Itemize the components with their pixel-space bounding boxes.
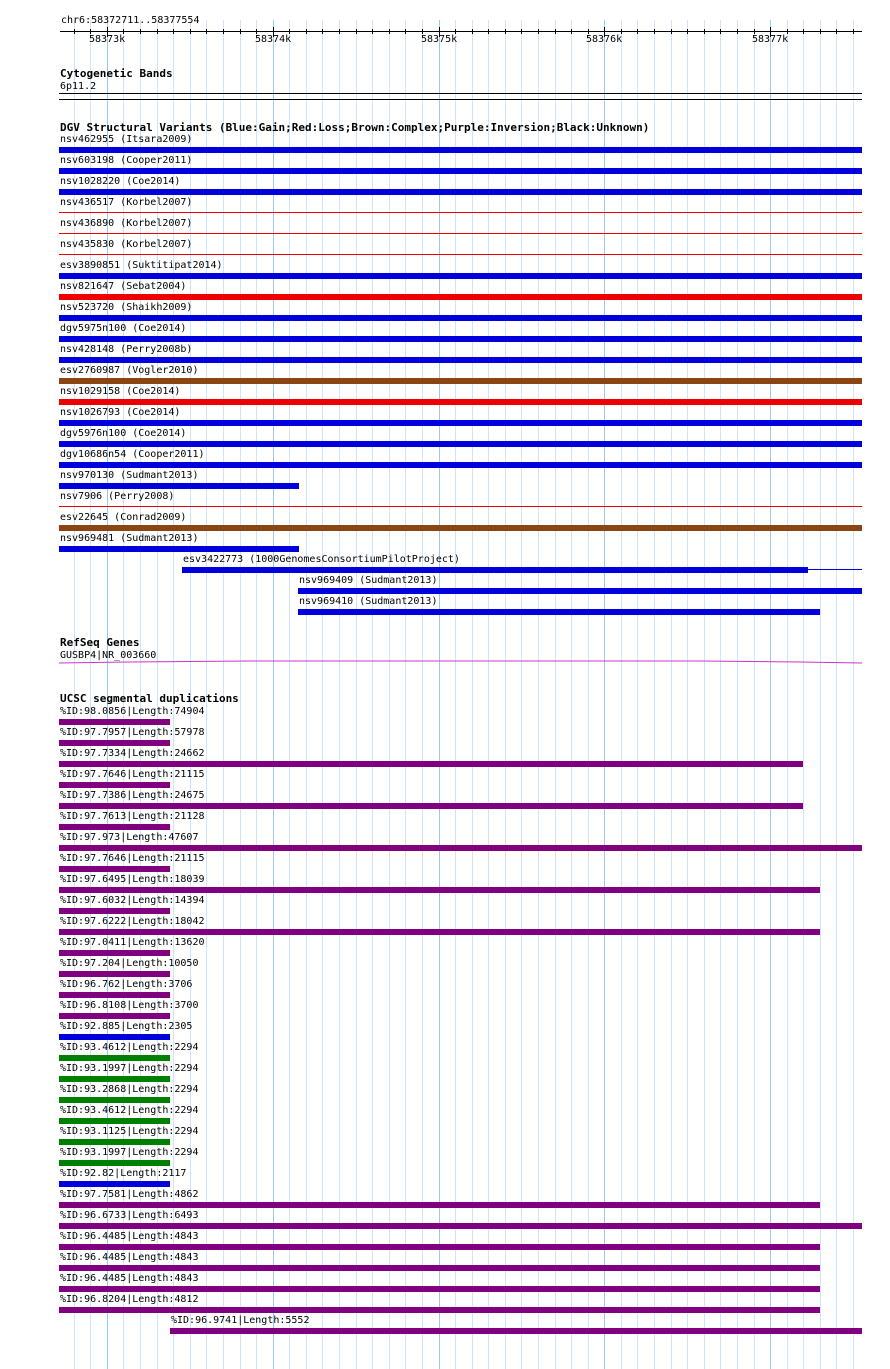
dgv-feature[interactable] <box>59 546 299 552</box>
segdup-item-label[interactable]: %ID:97.7334|Length:24662 <box>60 748 205 759</box>
segdup-feature[interactable] <box>59 908 170 914</box>
segdup-item-label[interactable]: %ID:97.7646|Length:21115 <box>60 769 205 780</box>
dgv-item-label[interactable]: nsv821647 (Sebat2004) <box>60 281 187 292</box>
segdup-feature[interactable] <box>59 1076 170 1082</box>
dgv-feature[interactable] <box>59 147 862 153</box>
cytoband-line-top <box>59 93 862 94</box>
dgv-feature[interactable] <box>59 378 862 384</box>
dgv-feature[interactable] <box>59 168 862 174</box>
segdup-feature[interactable] <box>59 1307 820 1313</box>
segdup-feature[interactable] <box>59 803 803 809</box>
segdup-feature[interactable] <box>59 1055 170 1061</box>
segdup-feature[interactable] <box>59 971 170 977</box>
segdup-feature[interactable] <box>59 1118 170 1124</box>
segdup-item-label[interactable]: %ID:96.762|Length:3706 <box>60 979 193 990</box>
dgv-feature[interactable] <box>59 254 862 255</box>
dgv-item-label[interactable]: nsv436890 (Korbel2007) <box>60 218 193 229</box>
dgv-feature[interactable] <box>182 567 808 573</box>
dgv-item-label[interactable]: dgv10686n54 (Cooper2011) <box>60 449 205 460</box>
segdup-feature[interactable] <box>59 1265 820 1271</box>
segdup-item-label[interactable]: %ID:97.6032|Length:14394 <box>60 895 205 906</box>
dgv-feature[interactable] <box>59 399 862 405</box>
dgv-item-label[interactable]: nsv1026793 (Coe2014) <box>60 407 181 418</box>
segdup-item-label[interactable]: %ID:97.0411|Length:13620 <box>60 937 205 948</box>
segdup-feature[interactable] <box>59 761 803 767</box>
dgv-item-label[interactable]: esv2760987 (Vogler2010) <box>60 365 199 376</box>
segdup-item-label[interactable]: %ID:97.7581|Length:4862 <box>60 1189 199 1200</box>
segdup-item-label[interactable]: %ID:96.8204|Length:4812 <box>60 1294 199 1305</box>
ruler-tick-label: 58374k <box>255 34 292 45</box>
segdup-item-label[interactable]: %ID:92.885|Length:2305 <box>60 1021 193 1032</box>
segdup-item-label[interactable]: %ID:93.1997|Length:2294 <box>60 1063 199 1074</box>
segdup-feature[interactable] <box>59 740 170 746</box>
dgv-item-label[interactable]: nsv462955 (Itsara2009) <box>60 134 193 145</box>
dgv-item-label[interactable]: esv3890851 (Suktitipat2014) <box>60 260 223 271</box>
segdup-feature[interactable] <box>59 845 862 851</box>
segdup-feature[interactable] <box>59 782 170 788</box>
segdup-item-label[interactable]: %ID:97.7646|Length:21115 <box>60 853 205 864</box>
cytoband-label[interactable]: 6p11.2 <box>60 81 97 92</box>
segdup-item-label[interactable]: %ID:96.4485|Length:4843 <box>60 1273 199 1284</box>
ruler-tick-label: 58373k <box>89 34 126 45</box>
dgv-item-label[interactable]: nsv969410 (Sudmant2013) <box>299 596 438 607</box>
dgv-item-label[interactable]: nsv428148 (Perry2008b) <box>60 344 193 355</box>
segdup-item-label[interactable]: %ID:98.0856|Length:74904 <box>60 706 205 717</box>
segdup-item-label[interactable]: %ID:93.4612|Length:2294 <box>60 1042 199 1053</box>
dgv-item-label[interactable]: nsv970130 (Sudmant2013) <box>60 470 199 481</box>
gene-feature[interactable] <box>0 655 890 671</box>
refseq-title: RefSeq Genes <box>60 636 140 649</box>
segdup-feature[interactable] <box>59 1013 170 1019</box>
dgv-item-label[interactable]: nsv435830 (Korbel2007) <box>60 239 193 250</box>
gene-label[interactable]: GUSBP4|NR_003660 <box>60 650 157 661</box>
segdup-feature[interactable] <box>59 992 170 998</box>
segdup-item-label[interactable]: %ID:96.6733|Length:6493 <box>60 1210 199 1221</box>
dgv-item-label[interactable]: nsv1028220 (Coe2014) <box>60 176 181 187</box>
segdup-feature[interactable] <box>59 1286 820 1292</box>
segdup-item-label[interactable]: %ID:93.1125|Length:2294 <box>60 1126 199 1137</box>
segdup-feature[interactable] <box>59 719 170 725</box>
dgv-feature[interactable] <box>59 315 862 321</box>
segdup-item-label[interactable]: %ID:93.4612|Length:2294 <box>60 1105 199 1116</box>
segdup-item-label[interactable]: %ID:97.6495|Length:18039 <box>60 874 205 885</box>
dgv-item-label[interactable]: nsv523720 (Shaikh2009) <box>60 302 193 313</box>
dgv-item-label[interactable]: nsv969481 (Sudmant2013) <box>60 533 199 544</box>
segdup-item-label[interactable]: %ID:97.7386|Length:24675 <box>60 790 205 801</box>
ruler-tick-label: 58376k <box>586 34 623 45</box>
segdup-feature[interactable] <box>59 1202 820 1208</box>
segdup-feature[interactable] <box>59 1244 820 1250</box>
segdup-feature[interactable] <box>59 887 820 893</box>
dgv-item-label[interactable]: dgv5976n100 (Coe2014) <box>60 428 187 439</box>
dgv-item-label[interactable]: nsv1029158 (Coe2014) <box>60 386 181 397</box>
dgv-feature[interactable] <box>59 294 862 300</box>
dgv-item-label[interactable]: nsv603198 (Cooper2011) <box>60 155 193 166</box>
segdup-item-label[interactable]: %ID:97.204|Length:10050 <box>60 958 199 969</box>
segdup-item-label[interactable]: %ID:96.8108|Length:3700 <box>60 1000 199 1011</box>
ruler-tick-label: 58377k <box>752 34 789 45</box>
position-label: chr6:58372711..58377554 <box>61 15 200 26</box>
segdup-item-label[interactable]: %ID:96.9741|Length:5552 <box>171 1315 310 1326</box>
segdup-feature[interactable] <box>59 929 820 935</box>
dgv-item-label[interactable]: nsv436517 (Korbel2007) <box>60 197 193 208</box>
dgv-item-label[interactable]: dgv5975n100 (Coe2014) <box>60 323 187 334</box>
dgv-item-label[interactable]: esv3422773 (1000GenomesConsortiumPilotProject) <box>183 554 460 565</box>
segdup-feature[interactable] <box>59 1097 170 1103</box>
segdup-item-label[interactable]: %ID:97.6222|Length:18042 <box>60 916 205 927</box>
segdup-feature[interactable] <box>170 1328 862 1334</box>
segdup-item-label[interactable]: %ID:97.973|Length:47607 <box>60 832 199 843</box>
dgv-feature[interactable] <box>59 506 862 507</box>
segdup-item-label[interactable]: %ID:96.4485|Length:4843 <box>60 1231 199 1242</box>
segdup-feature[interactable] <box>59 866 170 872</box>
segdup-item-label[interactable]: %ID:92.82|Length:2117 <box>60 1168 187 1179</box>
ruler-tick-label: 58375k <box>421 34 458 45</box>
segdup-item-label[interactable]: %ID:97.7957|Length:57978 <box>60 727 205 738</box>
dgv-feature[interactable] <box>298 588 862 594</box>
segdup-item-label[interactable]: %ID:93.2868|Length:2294 <box>60 1084 199 1095</box>
dgv-feature[interactable] <box>59 357 862 363</box>
dgv-feature[interactable] <box>59 525 862 531</box>
segdup-feature[interactable] <box>59 1034 170 1040</box>
segdup-item-label[interactable]: %ID:97.7613|Length:21128 <box>60 811 205 822</box>
dgv-item-label[interactable]: nsv969409 (Sudmant2013) <box>299 575 438 586</box>
dgv-feature[interactable] <box>59 212 862 213</box>
segdup-feature[interactable] <box>59 950 170 956</box>
segdup-feature[interactable] <box>59 824 170 830</box>
dgv-item-label[interactable]: esv22645 (Conrad2009) <box>60 512 187 523</box>
cytoband-title: Cytogenetic Bands <box>60 67 173 80</box>
segdup-feature[interactable] <box>59 1181 170 1187</box>
segdup-title: UCSC segmental duplications <box>60 692 239 705</box>
dgv-feature[interactable] <box>59 483 299 489</box>
dgv-title: DGV Structural Variants (Blue:Gain;Red:Loss;Brown:Complex;Purple:Inversion;Black:Unknown) <box>60 121 650 134</box>
dgv-feature[interactable] <box>59 462 862 468</box>
dgv-item-label[interactable]: nsv7906 (Perry2008) <box>60 491 175 502</box>
segdup-item-label[interactable]: %ID:96.4485|Length:4843 <box>60 1252 199 1263</box>
dgv-feature[interactable] <box>59 441 862 447</box>
dgv-feature[interactable] <box>59 233 862 234</box>
segdup-feature[interactable] <box>59 1139 170 1145</box>
dgv-feature-thin[interactable] <box>808 569 862 570</box>
cytoband-line-bottom <box>59 99 862 100</box>
segdup-feature[interactable] <box>59 1223 862 1229</box>
dgv-feature[interactable] <box>59 336 862 342</box>
dgv-feature[interactable] <box>298 609 820 615</box>
dgv-feature[interactable] <box>59 189 862 195</box>
segdup-feature[interactable] <box>59 1160 170 1166</box>
segdup-item-label[interactable]: %ID:93.1997|Length:2294 <box>60 1147 199 1158</box>
dgv-feature[interactable] <box>59 420 862 426</box>
dgv-feature[interactable] <box>59 273 862 279</box>
